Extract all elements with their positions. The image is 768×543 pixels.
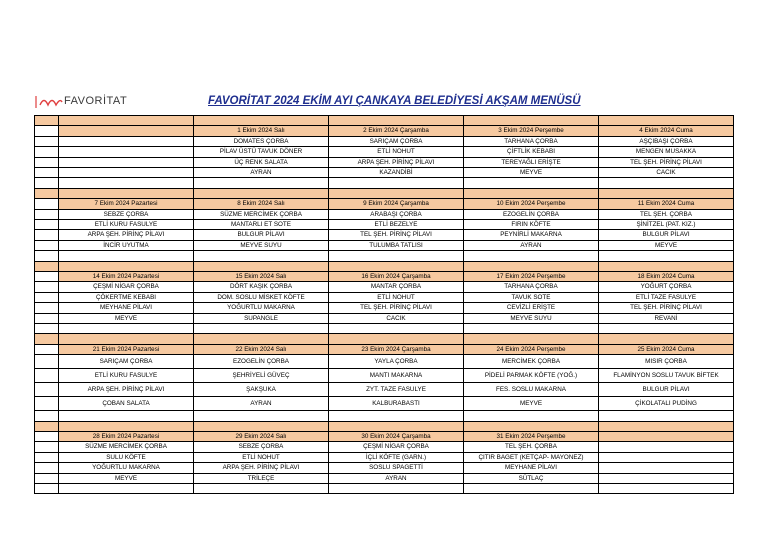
menu-item-cell: ÇITIR BAGET (KETÇAP- MAYONEZ)	[464, 452, 599, 462]
menu-item-row	[35, 484, 734, 494]
menu-item-cell: ÇİFTLİK KEBABI	[464, 147, 599, 157]
menu-item-cell: MANTI MAKARNA	[329, 369, 464, 383]
menu-item-cell: ŞEHRİYELİ GÜVEÇ	[194, 369, 329, 383]
menu-item-row	[35, 209, 734, 219]
menu-item-row	[35, 452, 734, 462]
day-date-header: 1 Ekim 2024 Salı	[194, 126, 329, 136]
menu-item-cell	[59, 484, 194, 494]
menu-item-cell: DOM. SOSLU MİSKET KÖFTE	[194, 292, 329, 302]
menu-item-cell: SEBZE ÇORBA	[59, 209, 194, 219]
menu-item-cell: MANTAR ÇORBA	[329, 282, 464, 292]
menu-item-cell	[194, 324, 329, 334]
menu-item-cell: TEREYAĞLI ERİŞTE	[464, 157, 599, 167]
separator-cell	[599, 116, 734, 126]
date-header-row	[35, 344, 734, 354]
menu-item-row	[35, 282, 734, 292]
row-label-cell	[35, 324, 59, 334]
menu-item-cell: DOMATES ÇORBA	[194, 136, 329, 146]
menu-item-cell: ARPA ŞEH. PİRİNÇ PİLAVI	[329, 157, 464, 167]
menu-item-cell: MEYVE	[599, 240, 734, 250]
separator-cell	[35, 334, 59, 344]
menu-item-row	[35, 369, 734, 383]
menu-item-cell: KALBURABASTI	[329, 397, 464, 411]
menu-item-cell	[464, 251, 599, 261]
date-header-row	[35, 126, 734, 136]
row-label-cell	[35, 199, 59, 209]
row-label-cell	[35, 463, 59, 473]
menu-item-cell: SUPANGLE	[194, 313, 329, 323]
row-label-cell	[35, 272, 59, 282]
menu-item-row	[35, 147, 734, 157]
menu-item-cell: SARIÇAM ÇORBA	[59, 355, 194, 369]
menu-item-cell: ŞİNİTZEL (PAT. KIZ.)	[599, 220, 734, 230]
day-date-header: 16 Ekim 2024 Çarşamba	[329, 272, 464, 282]
menu-item-cell: MERCİMEK ÇORBA	[464, 355, 599, 369]
week-separator-row	[35, 188, 734, 198]
menu-item-cell	[599, 484, 734, 494]
menu-item-cell: SARIÇAM ÇORBA	[329, 136, 464, 146]
menu-item-row	[35, 292, 734, 302]
menu-item-row	[35, 411, 734, 421]
menu-item-cell: YOĞURTLU MAKARNA	[194, 303, 329, 313]
menu-item-cell: MEYVE SUYU	[194, 240, 329, 250]
menu-table	[34, 115, 734, 494]
menu-item-cell	[194, 178, 329, 188]
day-date-header: 18 Ekim 2024 Cuma	[599, 272, 734, 282]
menu-item-cell: MENGEN MUSAKKA	[599, 147, 734, 157]
menu-item-cell: MEYVE SUYU	[464, 313, 599, 323]
row-label-cell	[35, 209, 59, 219]
menu-item-row	[35, 303, 734, 313]
menu-item-row	[35, 313, 734, 323]
menu-item-row	[35, 473, 734, 483]
menu-item-cell: BULGUR PİLAVI	[599, 230, 734, 240]
menu-item-cell	[599, 178, 734, 188]
menu-item-cell	[599, 442, 734, 452]
week-separator-row	[35, 334, 734, 344]
menu-item-cell: MEYVE	[59, 313, 194, 323]
day-date-header: 9 Ekim 2024 Çarşamba	[329, 199, 464, 209]
row-label-cell	[35, 230, 59, 240]
menu-item-cell	[329, 484, 464, 494]
menu-item-row	[35, 324, 734, 334]
separator-cell	[464, 116, 599, 126]
menu-item-cell: TARHANA ÇORBA	[464, 136, 599, 146]
menu-item-row	[35, 355, 734, 369]
day-date-header: 30 Ekim 2024 Çarşamba	[329, 432, 464, 442]
separator-cell	[194, 421, 329, 431]
row-label-cell	[35, 355, 59, 369]
menu-item-cell: ÇEŞMİ NİGAR ÇORBA	[329, 442, 464, 452]
menu-item-cell: İÇLİ KÖFTE (GARN.)	[329, 452, 464, 462]
separator-cell	[599, 261, 734, 271]
menu-item-cell: MISIR ÇORBA	[599, 355, 734, 369]
menu-item-cell: SÜZME MERCİMEK ÇORBA	[194, 209, 329, 219]
menu-item-cell: ETLİ NOHUT	[329, 292, 464, 302]
separator-cell	[59, 334, 194, 344]
menu-item-cell	[59, 251, 194, 261]
separator-cell	[599, 334, 734, 344]
separator-cell	[59, 421, 194, 431]
separator-cell	[35, 421, 59, 431]
row-label-cell	[35, 303, 59, 313]
row-label-cell	[35, 484, 59, 494]
day-date-header	[59, 126, 194, 136]
menu-item-row	[35, 251, 734, 261]
day-date-header: 8 Ekim 2024 Salı	[194, 199, 329, 209]
menu-item-row	[35, 442, 734, 452]
menu-item-cell: REVANİ	[599, 313, 734, 323]
menu-item-cell	[329, 178, 464, 188]
separator-cell	[464, 421, 599, 431]
row-label-cell	[35, 411, 59, 421]
menu-item-cell: BULGUR PİLAVI	[599, 383, 734, 397]
menu-item-cell: EZOGELİN ÇORBA	[194, 355, 329, 369]
day-date-header	[599, 432, 734, 442]
menu-item-cell	[599, 324, 734, 334]
menu-item-cell: ZYT. TAZE FASULYE	[329, 383, 464, 397]
week-separator-row	[35, 421, 734, 431]
menu-item-cell	[464, 411, 599, 421]
day-date-header: 22 Ekim 2024 Salı	[194, 344, 329, 354]
separator-cell	[59, 261, 194, 271]
menu-item-cell: TULUMBA TATLISI	[329, 240, 464, 250]
separator-cell	[194, 116, 329, 126]
menu-item-cell: YAYLA ÇORBA	[329, 355, 464, 369]
menu-item-cell: ETLİ NOHUT	[329, 147, 464, 157]
menu-item-cell: ÇÖKERTME KEBABI	[59, 292, 194, 302]
menu-item-cell: AYRAN	[464, 240, 599, 250]
menu-item-cell: MANTARLI ET SOTE	[194, 220, 329, 230]
day-date-header: 25 Ekim 2024 Cuma	[599, 344, 734, 354]
day-date-header: 29 Ekim 2024 Salı	[194, 432, 329, 442]
menu-item-cell	[194, 411, 329, 421]
menu-item-cell: AŞÇIBAŞI ÇORBA	[599, 136, 734, 146]
menu-item-cell: MEYHANE PİLAVI	[59, 303, 194, 313]
menu-item-cell	[464, 324, 599, 334]
menu-item-row	[35, 220, 734, 230]
menu-item-cell: MEYVE	[59, 473, 194, 483]
row-label-cell	[35, 147, 59, 157]
menu-item-cell: SÜZME MERCİMEK ÇORBA	[59, 442, 194, 452]
row-label-cell	[35, 452, 59, 462]
separator-cell	[464, 188, 599, 198]
menu-item-cell: FES. SOSLU MAKARNA	[464, 383, 599, 397]
separator-cell	[194, 188, 329, 198]
day-date-header: 7 Ekim 2024 Pazartesi	[59, 199, 194, 209]
menu-item-cell: ÇİKOLATALI PUDİNG	[599, 397, 734, 411]
menu-item-cell: ÇOBAN SALATA	[59, 397, 194, 411]
day-date-header: 14 Ekim 2024 Pazartesi	[59, 272, 194, 282]
menu-item-cell: İNCİR UYUTMA	[59, 240, 194, 250]
row-label-cell	[35, 168, 59, 178]
menu-item-cell: MEYVE	[464, 397, 599, 411]
menu-item-cell: ARPA ŞEH. PİRİNÇ PİLAVI	[59, 383, 194, 397]
menu-item-cell: TEL ŞEH. PİRİNÇ PİLAVI	[329, 230, 464, 240]
row-label-cell	[35, 473, 59, 483]
menu-item-cell: AYRAN	[194, 397, 329, 411]
menu-item-row	[35, 383, 734, 397]
menu-item-cell: SOSLU SPAGETTİ	[329, 463, 464, 473]
menu-item-cell: ETLİ NOHUT	[194, 452, 329, 462]
day-date-header: 3 Ekim 2024 Perşembe	[464, 126, 599, 136]
menu-item-row	[35, 397, 734, 411]
menu-item-cell: KAZANDİBİ	[329, 168, 464, 178]
row-label-cell	[35, 220, 59, 230]
menu-item-cell: SÜTLAÇ	[464, 473, 599, 483]
menu-item-cell: AYRAN	[329, 473, 464, 483]
logo-text: FAVORİTAT	[64, 95, 128, 107]
date-header-row	[35, 199, 734, 209]
menu-item-cell: PEYNİRLİ MAKARNA	[464, 230, 599, 240]
day-date-header: 15 Ekim 2024 Salı	[194, 272, 329, 282]
menu-item-cell: PİDELİ PARMAK KÖFTE (YOĞ.)	[464, 369, 599, 383]
menu-item-cell	[329, 324, 464, 334]
row-label-cell	[35, 292, 59, 302]
separator-cell	[329, 261, 464, 271]
menu-item-cell	[59, 411, 194, 421]
day-date-header: 24 Ekim 2024 Perşembe	[464, 344, 599, 354]
row-label-cell	[35, 432, 59, 442]
menu-item-cell: ARPA ŞEH. PİRİNÇ PİLAVI	[194, 463, 329, 473]
date-header-row	[35, 432, 734, 442]
day-date-header: 10 Ekim 2024 Perşembe	[464, 199, 599, 209]
day-date-header: 23 Ekim 2024 Çarşamba	[329, 344, 464, 354]
menu-item-cell	[464, 178, 599, 188]
menu-item-cell: ETLİ BEZELYE	[329, 220, 464, 230]
menu-item-cell: TEL ŞEH. ÇORBA	[464, 442, 599, 452]
menu-item-cell: FLAMİNYON SOSLU TAVUK BİFTEK	[599, 369, 734, 383]
menu-item-cell	[599, 452, 734, 462]
day-date-header: 11 Ekim 2024 Cuma	[599, 199, 734, 209]
menu-item-cell: FIRIN KÖFTE	[464, 220, 599, 230]
row-label-cell	[35, 251, 59, 261]
menu-item-cell: TEL ŞEH. PİRİNÇ PİLAVI	[599, 157, 734, 167]
menu-item-cell	[59, 157, 194, 167]
week-separator-row	[35, 116, 734, 126]
menu-item-cell: ARABAŞI ÇORBA	[329, 209, 464, 219]
menu-item-cell: YOĞURT ÇORBA	[599, 282, 734, 292]
menu-item-cell: ŞAKŞUKA	[194, 383, 329, 397]
menu-item-cell: MEYVE	[464, 168, 599, 178]
menu-item-cell: BULGUR PİLAVI	[194, 230, 329, 240]
row-label-cell	[35, 313, 59, 323]
menu-item-cell: MEYHANE PİLAVI	[464, 463, 599, 473]
menu-item-cell	[599, 251, 734, 261]
separator-cell	[464, 334, 599, 344]
menu-item-cell	[194, 484, 329, 494]
row-label-cell	[35, 369, 59, 383]
separator-cell	[35, 116, 59, 126]
day-date-header: 31 Ekim 2024 Perşembe	[464, 432, 599, 442]
menu-item-cell: ARPA ŞEH. PİRİNÇ PİLAVI	[59, 230, 194, 240]
row-label-cell	[35, 282, 59, 292]
separator-cell	[194, 261, 329, 271]
menu-item-cell	[194, 251, 329, 261]
menu-item-cell	[599, 473, 734, 483]
separator-cell	[329, 421, 464, 431]
row-label-cell	[35, 136, 59, 146]
row-label-cell	[35, 157, 59, 167]
menu-item-row	[35, 157, 734, 167]
separator-cell	[599, 188, 734, 198]
row-label-cell	[35, 442, 59, 452]
menu-item-cell: TEL ŞEH. PİRİNÇ PİLAVI	[329, 303, 464, 313]
menu-item-cell: PİLAV ÜSTÜ TAVUK DÖNER	[194, 147, 329, 157]
menu-item-cell	[329, 251, 464, 261]
separator-cell	[35, 188, 59, 198]
separator-cell	[599, 421, 734, 431]
menu-item-cell: ETLİ KURU FASULYE	[59, 369, 194, 383]
menu-item-cell: EZOGELİN ÇORBA	[464, 209, 599, 219]
row-label-cell	[35, 240, 59, 250]
menu-item-row	[35, 240, 734, 250]
menu-item-cell	[599, 463, 734, 473]
row-label-cell	[35, 178, 59, 188]
menu-item-cell	[464, 484, 599, 494]
menu-item-row	[35, 136, 734, 146]
menu-item-cell: AYRAN	[194, 168, 329, 178]
menu-item-cell: CACIK	[329, 313, 464, 323]
menu-item-cell: TARHANA ÇORBA	[464, 282, 599, 292]
menu-item-cell: ETLİ KURU FASULYE	[59, 220, 194, 230]
separator-cell	[329, 188, 464, 198]
page-title: FAVORİTAT 2024 EKİM AYI ÇANKAYA BELEDİYESİ AKŞAM MENÜSÜ	[208, 95, 581, 107]
menu-item-cell: TEL ŞEH. ÇORBA	[599, 209, 734, 219]
day-date-header: 28 Ekim 2024 Pazartesi	[59, 432, 194, 442]
row-label-cell	[35, 126, 59, 136]
day-date-header: 4 Ekim 2024 Cuma	[599, 126, 734, 136]
menu-item-cell: TRİLEÇE	[194, 473, 329, 483]
week-separator-row	[35, 261, 734, 271]
menu-item-row	[35, 463, 734, 473]
menu-item-row	[35, 168, 734, 178]
menu-item-cell: DÖRT KAŞIK ÇORBA	[194, 282, 329, 292]
menu-item-row	[35, 230, 734, 240]
day-date-header: 17 Ekim 2024 Perşembe	[464, 272, 599, 282]
menu-item-cell	[59, 324, 194, 334]
separator-cell	[329, 116, 464, 126]
menu-item-cell: CACIK	[599, 168, 734, 178]
row-label-cell	[35, 344, 59, 354]
menu-item-cell: CEVİZLİ ERİŞTE	[464, 303, 599, 313]
separator-cell	[59, 188, 194, 198]
row-label-cell	[35, 397, 59, 411]
menu-item-cell: SULU KÖFTE	[59, 452, 194, 462]
menu-item-cell: SEBZE ÇORBA	[194, 442, 329, 452]
separator-cell	[59, 116, 194, 126]
separator-cell	[464, 261, 599, 271]
menu-item-cell: ÜÇ RENK SALATA	[194, 157, 329, 167]
day-date-header: 21 Ekim 2024 Pazartesi	[59, 344, 194, 354]
menu-item-cell: ETLİ TAZE FASULYE	[599, 292, 734, 302]
menu-item-row	[35, 178, 734, 188]
menu-item-cell: TEL ŞEH. PİRİNÇ PİLAVI	[599, 303, 734, 313]
row-label-cell	[35, 383, 59, 397]
date-header-row	[35, 272, 734, 282]
menu-item-cell	[59, 147, 194, 157]
separator-cell	[329, 334, 464, 344]
menu-item-cell	[59, 178, 194, 188]
menu-item-cell	[59, 168, 194, 178]
menu-item-cell	[59, 136, 194, 146]
day-date-header: 2 Ekim 2024 Çarşamba	[329, 126, 464, 136]
menu-item-cell	[599, 411, 734, 421]
menu-item-cell	[329, 411, 464, 421]
menu-item-cell: YOĞURTLU MAKARNA	[59, 463, 194, 473]
separator-cell	[35, 261, 59, 271]
menu-item-cell: TAVUK SOTE	[464, 292, 599, 302]
menu-item-cell: ÇEŞMİ NİGAR ÇORBA	[59, 282, 194, 292]
separator-cell	[194, 334, 329, 344]
